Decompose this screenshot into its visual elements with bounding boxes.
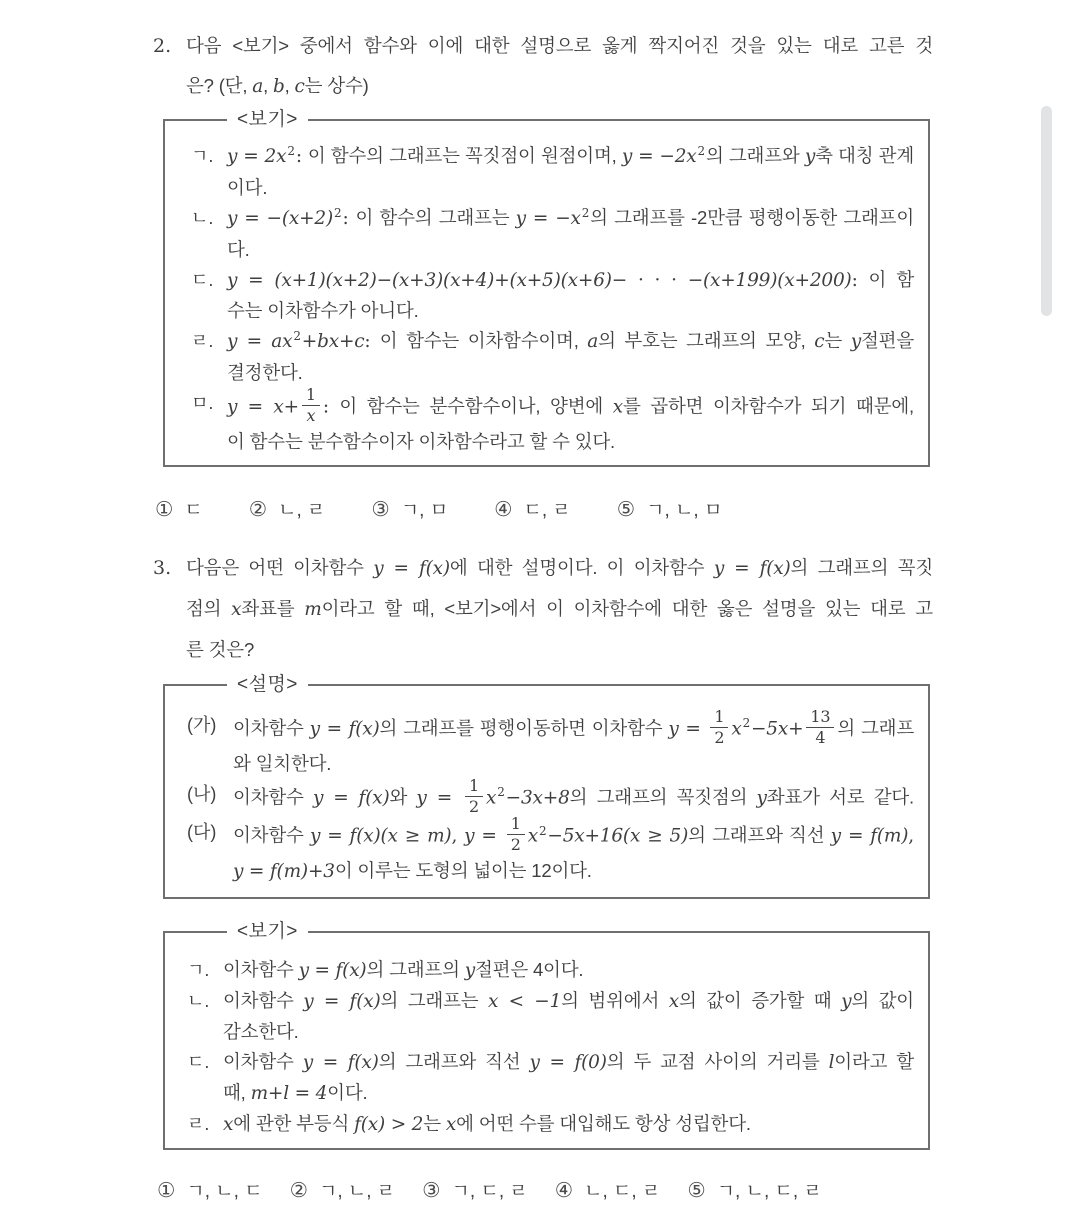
text-run: 의 그래프의 [366, 959, 465, 981]
choice-option-2: ② ㄴ, ㄹ [248, 497, 326, 521]
text-run: c [294, 76, 305, 97]
text-run: x [223, 1114, 234, 1136]
circled-number: ④ [554, 1179, 574, 1203]
choice-option-4: ④ ㄷ, ㄹ [494, 497, 571, 521]
item-ga [187, 706, 915, 779]
item-digeut [187, 1047, 914, 1109]
item-line [233, 856, 914, 887]
text-run: 점의 [186, 597, 232, 619]
text-run: : [295, 146, 308, 167]
item-marker: ㄷ. [187, 1052, 210, 1073]
text-run: 에 대한 설명이다. 이 이차함수 [449, 556, 714, 578]
text-run: x [527, 825, 538, 847]
text-run: −3x+8 [505, 786, 570, 808]
text-run: 2 [287, 144, 295, 158]
text-run: : [851, 270, 869, 291]
text-run: y = f(0) [529, 1052, 607, 1074]
item-line [227, 427, 914, 457]
text-run: y = f(x) [309, 718, 380, 740]
seolmyeong-box-label: <설명> [227, 670, 308, 700]
circled-number: ⑤ [616, 497, 636, 521]
text-run: y = f(x) [312, 786, 390, 808]
text-run: y = [668, 718, 708, 740]
text-run: y = [464, 825, 504, 847]
fraction: $\frac{1}{2}$ [710, 708, 728, 747]
text-run: 에 어떤 수를 대입해도 항상 성립한다. [456, 1113, 751, 1135]
text-run: 의 부호는 그래프의 모양, [598, 330, 815, 351]
text-run: : [322, 396, 340, 418]
text-run: 이차함수 [233, 717, 310, 739]
text-run: −5x+ [751, 718, 804, 740]
item-line [227, 173, 914, 203]
circled-number: ⑤ [687, 1179, 706, 1203]
text-run: y = −(x+2) [227, 208, 333, 229]
text-run: 2 [293, 329, 301, 343]
text-run: 의 그래프와 직선 [378, 1051, 530, 1073]
text-run: 2 [581, 206, 590, 220]
text-run: , [908, 825, 914, 847]
text-run: : [342, 208, 356, 229]
item-da [187, 814, 914, 887]
text-run: y [841, 991, 852, 1013]
text-run: f(x) > 2 [354, 1114, 424, 1136]
text-run: 의 값이 증가할 때 [678, 990, 842, 1012]
text-run: 2 [742, 716, 750, 731]
text-run: x [731, 718, 742, 740]
question-line [186, 548, 933, 589]
circled-number: ② [289, 1179, 308, 1203]
text-run: x [486, 786, 497, 808]
text-run: 이다. [227, 177, 268, 198]
item-marker: (가) [187, 714, 217, 735]
item-line [223, 986, 914, 1017]
item-mieum [191, 385, 914, 457]
seolmyeong-box-p3 [163, 673, 930, 899]
text-run: 때, [223, 1082, 251, 1104]
text-run: −5x+16(x ≥ 5) [547, 825, 689, 847]
item-rieul [191, 326, 914, 388]
text-run: 이 함수는 분수함수이나, 양변에 [339, 395, 613, 417]
item-digeut [191, 265, 914, 326]
item-marker: ㄹ. [187, 1114, 210, 1135]
item-nieun [187, 986, 914, 1047]
text-run: y = (x+1)(x+2)−(x+3)(x+4)+(x+5)(x+6)− [227, 270, 628, 291]
exam-page [153, 26, 933, 1203]
text-run: y [804, 146, 816, 167]
bogi-box-p3 [163, 921, 930, 1150]
problem-3-number: 3. [153, 556, 172, 579]
item-line [233, 814, 914, 856]
text-run: 의 그래프의 꼭짓점의 [569, 785, 757, 807]
text-run: y = f(x) [298, 960, 367, 982]
text-run: 의 그래프를 평행이동하면 이차함수 [379, 717, 669, 739]
item-line [227, 385, 914, 427]
fraction: $\frac{13}{4}$ [806, 708, 834, 747]
text-run: 이 이루는 도형의 넓이는 12이다. [334, 860, 592, 882]
item-line [227, 141, 914, 173]
item-marker: (나) [187, 783, 217, 804]
text-run: y = f(x) [302, 1052, 379, 1074]
item-giyeok [191, 141, 914, 203]
text-run: 의 그래프를 -2만큼 평행이동한 그래프이 [590, 207, 914, 228]
text-run: y [464, 960, 475, 982]
choice-option-4: ④ ㄴ, ㄷ, ㄹ [554, 1179, 661, 1203]
item-line [223, 1017, 914, 1047]
item-marker: ㅁ. [191, 393, 214, 413]
problem-2-question [153, 26, 933, 107]
text-run: l [828, 1052, 835, 1074]
text-run: 수는 이차함수가 아니다. [227, 300, 419, 321]
text-run: 의 범위에서 [561, 990, 669, 1012]
text-run: 다음 <보기> 중에서 함수와 이에 대한 설명으로 옳게 짝지어진 것을 있는 대로 고른 것 [186, 35, 933, 56]
text-run: 의 그래프 [837, 717, 915, 739]
item-marker: ㄱ. [187, 960, 210, 981]
item-line [223, 1047, 914, 1078]
bogi-box-label: <보기> [227, 105, 308, 135]
choice-option-3: ③ ㄱ, ㅁ [371, 497, 449, 521]
text-run: 는 상수) [304, 75, 369, 96]
text-run: y = ax [227, 331, 293, 352]
fraction: $\frac{1}{2}$ [465, 777, 483, 816]
text-run: y = 2x [227, 146, 287, 167]
text-run: 좌표를 [241, 597, 305, 619]
text-run: y [850, 331, 861, 352]
text-run: 결정한다. [227, 362, 303, 383]
item-marker: (다) [187, 822, 217, 843]
text-run: c [814, 331, 825, 352]
text-run: a [252, 76, 264, 97]
text-run: 다음은 어떤 이차함수 [186, 556, 374, 578]
circled-number: ② [248, 497, 268, 521]
text-run: x [668, 991, 679, 1013]
bogi-box-p2 [163, 109, 930, 467]
fraction: $\frac{1}{x}$ [302, 386, 320, 425]
text-run: , [451, 825, 465, 847]
text-run: y = f(x) [303, 991, 381, 1013]
text-run: 에 관한 부등식 [233, 1113, 355, 1135]
item-line [233, 706, 915, 749]
circled-number: ① [155, 497, 174, 521]
text-run: 이 함 [868, 269, 914, 290]
problem-2 [153, 26, 933, 522]
item-line [227, 326, 914, 358]
text-run: 이다. [327, 1082, 368, 1104]
text-run: 이차함수 [223, 990, 304, 1012]
text-run: 이라고 할 때, <보기>에서 이 이차함수에 대한 옳은 설명을 있는 대로 고 [321, 597, 933, 619]
text-run: +bx+c [301, 331, 365, 352]
choice-option-1: ① ㄱ, ㄴ, ㄷ [157, 1179, 263, 1203]
text-run: 른 것은? [186, 638, 255, 660]
choice-option-5: ⑤ ㄱ, ㄴ, ㄷ, ㄹ [687, 1179, 822, 1203]
text-run: 이 함수는 이차함수이며, [379, 330, 588, 351]
text-run: 절편은 4이다. [474, 959, 584, 981]
text-run: 이차함수 [223, 959, 299, 981]
item-line [227, 235, 914, 265]
item-line [223, 1109, 914, 1140]
item-line [227, 296, 914, 326]
text-run: m+l = 4 [250, 1083, 328, 1105]
problem-3-choices [157, 1176, 933, 1203]
text-run: 좌표가 서로 같다. [766, 785, 914, 807]
text-run: y = f(x) [713, 557, 791, 579]
text-run: y = −2x [621, 146, 697, 167]
text-run: 이 함수의 그래프는 꼭짓점이 원점이며, [307, 145, 622, 166]
circled-number: ④ [494, 497, 513, 521]
fraction: $\frac{1}{2}$ [507, 815, 525, 854]
text-run: y = f(m)+3 [233, 861, 335, 883]
text-run: x [231, 598, 242, 620]
text-run: , [263, 75, 273, 96]
text-run: 절편을 [860, 330, 914, 351]
text-run: · · · [627, 270, 688, 291]
text-run: 의 그래프의 꼭짓 [790, 556, 933, 578]
text-run: 의 값이 [851, 990, 914, 1012]
text-run: y = f(x)(x ≥ m) [309, 825, 452, 847]
text-run: 2 [497, 784, 505, 799]
text-run: 와 [389, 785, 417, 807]
text-run: b [272, 76, 285, 97]
text-run: −(x+199)(x+200) [687, 270, 852, 291]
text-run: m [304, 598, 322, 620]
text-run: 은? (단, [186, 75, 253, 96]
problem-2-choices [155, 495, 933, 522]
item-line [227, 203, 914, 235]
item-line [223, 955, 914, 986]
text-run: 다. [227, 239, 250, 260]
text-run: 2 [538, 823, 547, 838]
text-run: 는 [423, 1113, 446, 1135]
text-run: 의 그래프와 직선 [688, 824, 831, 846]
item-rieul [187, 1109, 914, 1140]
text-run: 를 곱하면 이차함수가 되기 때문에, [622, 395, 914, 417]
text-run: 는 [824, 330, 851, 351]
text-run: x [612, 396, 623, 418]
text-run: y = f(m) [830, 825, 909, 847]
question-line [186, 589, 933, 630]
item-na [187, 775, 914, 818]
choice-option-3: ③ ㄱ, ㄷ, ㄹ [422, 1179, 528, 1203]
text-run: 감소한다. [223, 1021, 299, 1043]
problem-3-question [153, 548, 933, 670]
circled-number: ① [157, 1179, 176, 1203]
item-line [233, 775, 914, 818]
item-line [227, 265, 914, 296]
text-run: y = −x [515, 208, 581, 229]
text-run: 2 [697, 144, 705, 158]
text-run: 이차함수 [223, 1051, 303, 1073]
text-run: 이 함수는 분수함수이자 이차함수라고 할 수 있다. [227, 430, 616, 452]
text-run: 이차함수 [233, 785, 313, 807]
text-run: 이라고 할 [834, 1051, 914, 1073]
text-run: x [445, 1114, 457, 1136]
item-marker: ㄴ. [191, 208, 214, 228]
item-nieun [191, 203, 914, 265]
item-line [233, 749, 914, 779]
question-line [186, 630, 933, 670]
text-run: 와 일치한다. [233, 752, 332, 774]
problem-3 [153, 548, 933, 1203]
text-run: , [284, 75, 295, 96]
choice-option-5: ⑤ ㄱ, ㄴ, ㅁ [616, 497, 723, 521]
item-marker: ㄱ. [191, 146, 214, 166]
choice-option-1: ① ㄷ [155, 497, 203, 521]
text-run: 의 두 교점 사이의 거리를 [606, 1051, 829, 1073]
text-run: y = x+ [227, 396, 299, 418]
circled-number: ③ [371, 497, 390, 521]
text-run: y = [416, 786, 463, 808]
question-line [186, 66, 933, 107]
choice-option-2: ② ㄱ, ㄴ, ㄹ [289, 1179, 396, 1203]
scrollbar-thumb[interactable] [1041, 106, 1052, 316]
text-run: 의 그래프는 [380, 990, 489, 1012]
problem-2-number: 2. [153, 35, 172, 57]
circled-number: ③ [422, 1179, 441, 1203]
item-line [223, 1078, 914, 1109]
text-run: 의 그래프와 [705, 145, 805, 166]
item-giyeok [187, 955, 914, 986]
text-run: y [756, 786, 767, 808]
item-marker: ㄹ. [191, 331, 214, 351]
text-run: y = f(x) [373, 557, 450, 579]
text-run: a [587, 331, 599, 352]
text-run: 이 함수의 그래프는 [355, 207, 516, 228]
text-run: 이차함수 [233, 824, 310, 846]
bogi-box-label: <보기> [227, 917, 308, 947]
item-marker: ㄷ. [191, 270, 214, 290]
text-run: 2 [334, 206, 342, 220]
text-run: x < −1 [488, 991, 562, 1013]
item-marker: ㄴ. [187, 991, 210, 1012]
question-line [186, 26, 933, 66]
text-run: : [364, 331, 380, 352]
text-run: 축 대칭 관계 [815, 145, 914, 166]
item-line [227, 358, 914, 388]
